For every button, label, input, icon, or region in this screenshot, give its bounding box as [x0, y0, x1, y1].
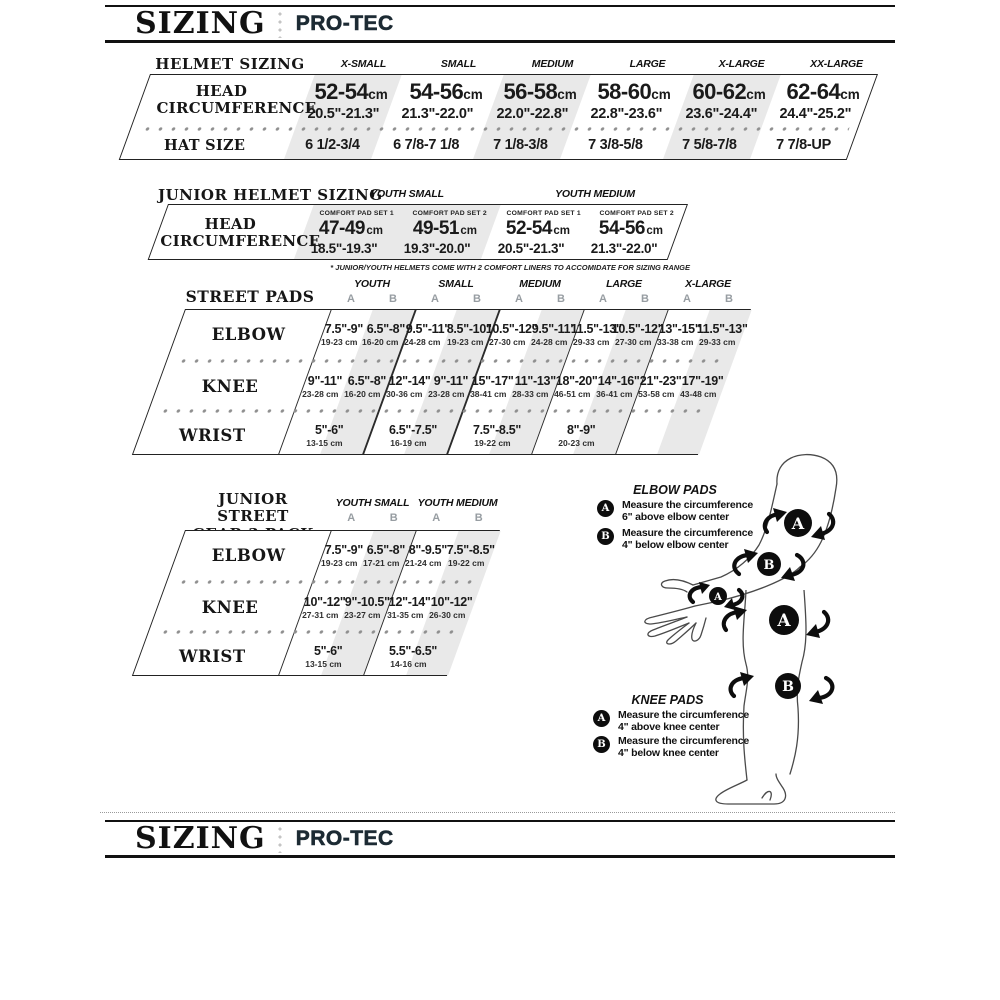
svg-text:A: A [791, 514, 805, 533]
cm-range: 62-64 [786, 79, 841, 104]
pad-size: 21"-23" [640, 373, 682, 388]
cm-range: 60-62 [692, 79, 746, 104]
cm-range: 52-54 [314, 79, 369, 104]
junior-street-table [178, 530, 500, 676]
cm-range: 52-54 [505, 218, 552, 239]
pad-size-cm: 38-41 cm [470, 388, 507, 399]
group-header: YOUTH MEDIUM [555, 188, 635, 200]
col-a-header: A [431, 293, 439, 305]
protec-logo: PRO-TEC [295, 11, 394, 35]
knee-row [150, 585, 479, 629]
helmet-size-cell [482, 79, 592, 122]
pad-size-cm: 30-36 cm [386, 388, 423, 399]
junior-street-title-line1: JUNIOR STREET [217, 490, 289, 526]
pad-size: 6.5"-8" [366, 321, 405, 336]
junior-helmet-footnote: * JUNIOR/YOUTH HELMETS COME WITH 2 COMFORT LINERS TO ACCOMIDATE FOR SIZING RANGE [330, 263, 690, 272]
pad-size-cm: 16-19 cm [390, 437, 427, 448]
marker-b-icon: B [593, 736, 610, 753]
pad-size: 9.5"-11" [405, 321, 450, 336]
hat-size-row [120, 132, 855, 158]
knee-pads-guide-title: KNEE PADS [631, 693, 704, 707]
svg-text:B: B [782, 679, 794, 695]
pad-size-cm: 16-20 cm [362, 336, 400, 347]
size-column-header: X-LARGE [718, 58, 765, 70]
col-b-header: B [557, 293, 565, 305]
guide-line: Measure the circumference [622, 527, 753, 539]
comfort-pad-set-label: COMFORT PAD SET 1 [506, 210, 581, 217]
group-header: MEDIUM [519, 278, 561, 290]
cm-range: 56-58 [503, 79, 558, 104]
group-header: LARGE [606, 278, 642, 290]
guide-line: Measure the circumference [618, 709, 749, 721]
guide-line: Measure the circumference [618, 735, 749, 747]
pad-size: 10.5"-12" [485, 321, 538, 336]
cm-unit: cm [553, 225, 570, 237]
wrist-row [132, 635, 460, 677]
pad-size-cm: 23-28 cm [428, 388, 465, 399]
pad-size: 8"-9" [567, 422, 597, 437]
helmet-size-cell [765, 79, 875, 122]
col-a-header: A [347, 293, 355, 305]
row-label: HEAD CIRCUMFERENCE [156, 82, 317, 118]
dotted-divider [278, 10, 282, 38]
row-label: KNEE [201, 376, 259, 396]
cm-unit: cm [462, 87, 483, 102]
helmet-sizing-title: HELMET SIZING [155, 55, 305, 73]
cm-range: 58-60 [597, 79, 652, 104]
pad-size-cm: 53-58 cm [638, 388, 675, 399]
footer-title: SIZING [135, 821, 266, 856]
comfort-pad-set-label: COMFORT PAD SET 1 [319, 210, 394, 217]
row-label: KNEE [201, 597, 259, 617]
cm-range: 54-56 [599, 218, 646, 239]
row-label: WRIST [179, 425, 246, 445]
size-column-header: LARGE [629, 58, 666, 70]
hat-size: 6 7/8-7 1/8 [393, 137, 460, 153]
pad-size: 17"-19" [682, 373, 724, 388]
pad-size: 8.5"-10" [447, 321, 493, 336]
cm-unit: cm [366, 225, 384, 237]
pad-size: 9"-10.5" [344, 594, 390, 609]
elbow-row [168, 531, 498, 579]
guide-line: Measure the circumference [622, 499, 753, 511]
pad-size-cm: 26-30 cm [428, 609, 466, 620]
marker-a-icon: A [597, 500, 614, 517]
svg-text:A: A [714, 592, 722, 603]
pad-size: 12"-14" [388, 373, 431, 388]
cm-unit: cm [745, 87, 766, 102]
col-b-header: B [389, 293, 397, 305]
pad-size-cm: 43-48 cm [680, 388, 717, 399]
pad-size-cm: 19-23 cm [446, 336, 484, 347]
group-header: YOUTH SMALL [370, 188, 444, 200]
pad-size-cm: 36-41 cm [596, 388, 633, 399]
pad-size-cm: 33-38 cm [656, 336, 694, 347]
col-b-header: B [473, 293, 481, 305]
inch-range: 21.3"-22.0" [401, 106, 474, 122]
pad-size: 5"-6" [314, 643, 343, 658]
col-a-header: A [515, 293, 523, 305]
cm-unit: cm [651, 87, 672, 102]
size-column-header: MEDIUM [531, 58, 574, 70]
pad-size-cm: 13-15 cm [306, 437, 343, 448]
pad-size: 15"-17" [472, 373, 515, 388]
cm-unit: cm [646, 225, 664, 237]
comfort-pad-set-label: COMFORT PAD SET 2 [412, 210, 488, 217]
pad-size: 5"-6" [315, 422, 344, 437]
guide-line: 4" below elbow center [622, 538, 729, 551]
pad-size: 10.5"-12" [612, 321, 664, 336]
pad-size-cm: 21-24 cm [405, 557, 442, 568]
pad-size-cm: 24-28 cm [404, 336, 441, 347]
pad-size-cm: 19-22 cm [447, 557, 485, 568]
pad-size: 7.5"-8.5" [473, 422, 522, 437]
col-a-header: A [599, 293, 607, 305]
pad-size: 12"-14" [388, 594, 431, 609]
inch-range: 20.5"-21.3" [497, 241, 565, 256]
guide-line: 6" above elbow center [622, 510, 729, 523]
helmet-size-cell [388, 79, 498, 122]
pad-size-cm: 14-16 cm [389, 658, 427, 669]
pad-size: 7.5"-9" [324, 542, 364, 557]
pad-size: 6.5"-7.5" [389, 422, 438, 437]
pad-size-cm: 19-22 cm [474, 437, 512, 448]
helmet-size-cell [576, 79, 686, 122]
group-header: X-LARGE [685, 278, 731, 290]
hat-size: 7 7/8-UP [776, 137, 832, 153]
pad-size-cm: 29-33 cm [572, 336, 610, 347]
pad-size: 6.5"-8" [366, 542, 406, 557]
junior-helmet-title: JUNIOR HELMET SIZING [158, 186, 383, 204]
guide-line: 4" below knee center [618, 746, 719, 759]
street-pads-table [179, 309, 751, 455]
pad-size-cm: 16-20 cm [344, 388, 381, 399]
hat-size: 6 1/2-3/4 [304, 137, 360, 153]
pad-size-cm: 28-33 cm [512, 388, 549, 399]
pad-size: 5.5"-6.5" [388, 643, 437, 658]
wrist-row [132, 414, 711, 456]
cm-range: 54-56 [409, 79, 463, 104]
knee-row [150, 364, 730, 408]
pad-size: 11.5"-13" [696, 321, 748, 336]
pad-size: 6.5"-8" [348, 373, 387, 388]
header-band [105, 5, 895, 43]
footer-band [105, 820, 895, 858]
cm-unit: cm [840, 87, 860, 102]
group-header: YOUTH [354, 278, 390, 290]
inch-range: 22.0"-22.8" [496, 106, 568, 122]
size-column-header: XX-LARGE [810, 58, 863, 70]
dotted-divider [278, 825, 282, 853]
cm-unit: cm [557, 87, 577, 102]
pad-size: 11.5"-13" [570, 321, 622, 336]
pad-size-cm: 29-33 cm [698, 336, 736, 347]
pad-size: 7.5"-8.5" [446, 542, 495, 557]
pad-size: 9"-11" [434, 373, 469, 388]
svg-text:B: B [763, 558, 775, 573]
head-circumference-row [148, 205, 686, 261]
group-header: YOUTH SMALL [335, 497, 410, 509]
inch-range: 20.5"-21.3" [307, 106, 380, 122]
svg-text:A: A [777, 611, 791, 631]
pad-size: 7.5"-9" [324, 321, 363, 336]
inch-range: 19.3"-20.0" [404, 241, 471, 256]
col-a-header: A [347, 512, 356, 524]
size-column-header: SMALL [440, 58, 477, 70]
col-b-header: B [641, 293, 649, 305]
guide-line: 4" above knee center [618, 720, 720, 733]
hat-size: 7 5/8-7/8 [682, 137, 737, 153]
pad-size-cm: 27-30 cm [615, 336, 652, 347]
junior-helmet-cell [575, 210, 685, 256]
comfort-pad-set-label: COMFORT PAD SET 2 [599, 210, 675, 217]
inch-range: 23.6"-24.4" [684, 106, 757, 122]
group-header: YOUTH MEDIUM [417, 497, 498, 509]
col-a-header: A [432, 512, 441, 524]
pad-size-cm: 27-31 cm [302, 609, 339, 620]
col-b-header: B [474, 512, 483, 524]
hat-size: 7 3/8-5/8 [587, 137, 643, 153]
elbow-pads-guide-title: ELBOW PADS [633, 483, 717, 497]
perforation-line [100, 812, 895, 813]
pad-size-cm: 23-27 cm [344, 609, 381, 620]
pad-size-cm: 27-30 cm [488, 336, 526, 347]
pad-size: 14"-16" [598, 373, 640, 388]
marker-b-icon: B [597, 528, 614, 545]
junior-helmet-table [160, 204, 688, 260]
pad-size: 11"-13" [514, 373, 556, 388]
row-label: ELBOW [211, 324, 286, 344]
pad-size: 10"-12" [431, 594, 473, 609]
pad-size-cm: 19-23 cm [320, 557, 358, 568]
inch-range: 18.5"-19.3" [310, 241, 378, 256]
pad-size-cm: 19-23 cm [320, 336, 358, 347]
group-header: SMALL [438, 278, 474, 290]
pad-size: 18"-20" [556, 373, 599, 388]
hat-size: 7 1/8-3/8 [493, 137, 549, 153]
pad-size: 9"-11" [308, 373, 343, 388]
pad-size: 13"-15" [659, 321, 701, 336]
row-label: ELBOW [211, 545, 286, 565]
col-a-header: A [683, 293, 691, 305]
cm-unit: cm [459, 225, 477, 237]
col-b-header: B [389, 512, 398, 524]
col-b-header: B [725, 293, 733, 305]
head-circumference-row [132, 75, 877, 126]
row-label: HAT SIZE [164, 136, 246, 154]
page-title: SIZING [135, 6, 266, 41]
row-label: WRIST [178, 646, 246, 666]
cm-unit: cm [368, 87, 388, 102]
inch-range: 22.8"-23.6" [590, 106, 663, 122]
marker-a-icon: A [593, 710, 610, 727]
pad-size-cm: 20-23 cm [558, 437, 596, 448]
pad-size: 10"-12" [304, 594, 346, 609]
pad-size-cm: 46-51 cm [554, 388, 591, 399]
helmet-sizing-table [150, 74, 878, 160]
elbow-row [168, 310, 749, 358]
pad-size-cm: 17-21 cm [363, 557, 400, 568]
junior-helmet-cell [388, 210, 498, 256]
row-label: HEAD CIRCUMFERENCE [160, 214, 321, 250]
size-column-header: X-SMALL [340, 58, 387, 70]
protec-logo: PRO-TEC [295, 826, 394, 850]
junior-helmet-cell [481, 210, 591, 256]
pad-size-cm: 23-28 cm [302, 388, 339, 399]
street-pads-title: STREET PADS [185, 287, 315, 306]
pad-size: 9.5"-11" [531, 321, 576, 336]
inch-range: 24.4"-25.2" [779, 106, 852, 122]
helmet-size-cell [671, 79, 781, 122]
inch-range: 21.3"-22.0" [590, 241, 658, 256]
pad-size-cm: 31-35 cm [386, 609, 424, 620]
pad-size-cm: 13-15 cm [305, 658, 342, 669]
leg-measurement-diagram [712, 590, 837, 812]
pad-size: 8"-9.5" [409, 542, 448, 557]
cm-range: 47-49 [319, 218, 366, 239]
cm-range: 49-51 [412, 218, 459, 239]
pad-size-cm: 24-28 cm [530, 336, 568, 347]
